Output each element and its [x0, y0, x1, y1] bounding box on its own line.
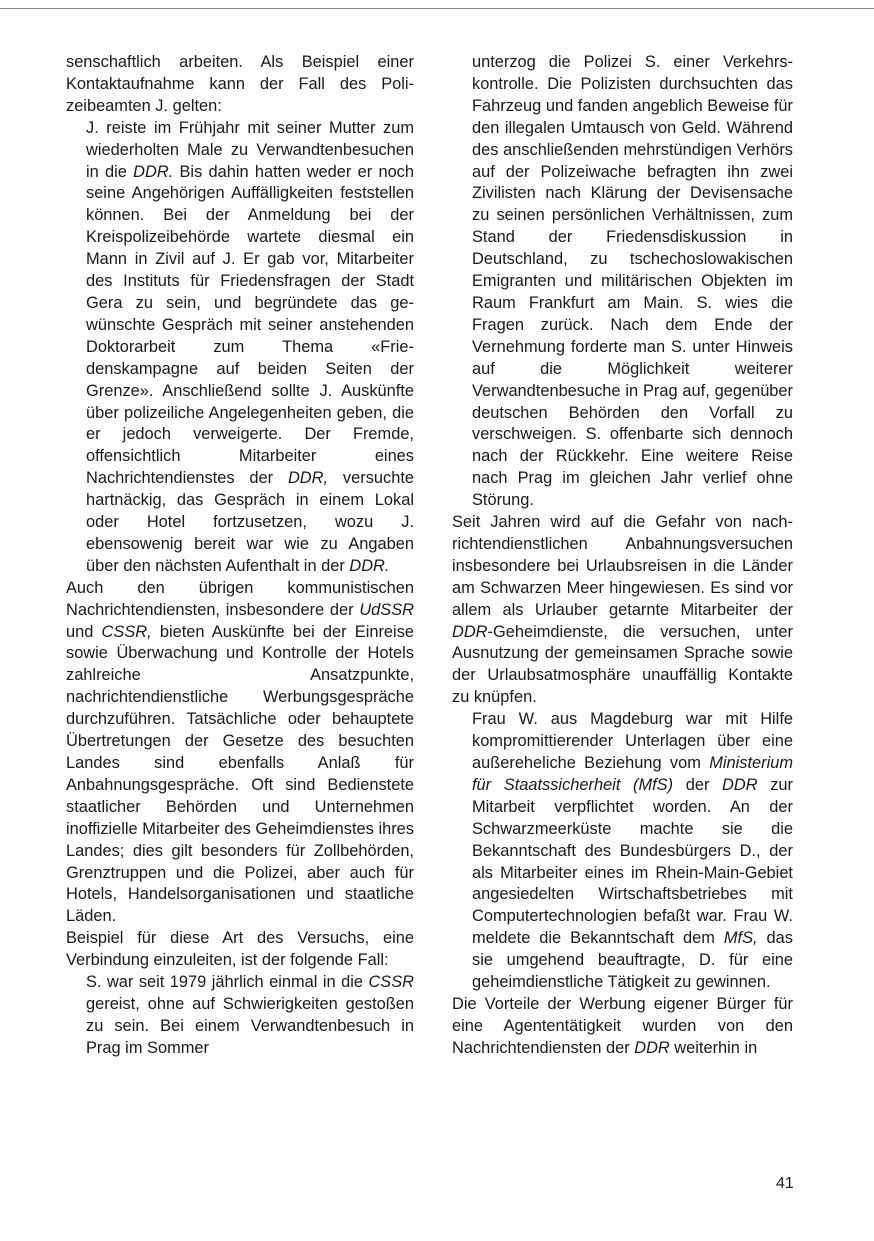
- right-column: [452, 52, 793, 1060]
- body-paragraph: Beispiel für diese Art des Versuchs, eine Verbindung einzuleiten, ist der folgende Fall:: [66, 929, 414, 970]
- page-number: 41: [776, 1175, 794, 1192]
- left-column: [66, 52, 414, 1060]
- body-paragraph: Die Vorteile der Werbung eigener Bürger für eine Agententätigkeit wurden von den Nachrichtendiensten der DDR weiterhin in: [452, 994, 793, 1057]
- top-rule: [0, 8, 874, 9]
- example-paragraph: Frau W. aus Magdeburg war mit Hilfe kompromittierender Unterlagen über eine außereheliche Beziehung vom Ministerium für Staatssicherheit (MfS) der DDR zur Mitarbeit verpflichtet worden. An der Schwarzmeerküste machte sie die Bekanntschaft des Bundesbürgers D., der als Mitarbeiter eines im Rhein-Main-Gebiet angesiedelten Wirtschaftsbetriebes mit Computertechnologien befaßt war. Frau W. meldete die Bekanntschaft dem MfS, das sie umgehend beauftragte, D. für eine geheimdienstliche Tätigkeit zu gewinnen.: [472, 710, 793, 992]
- body-paragraph: Seit Jahren wird auf die Gefahr von nachrichtendienstlichen Anbahnungsversuchen insbesondere bei Urlaubsreisen in die Länder am Schwarzen Meer hingewiesen. Es sind vor allem als Urlauber getarnte Mitarbeiter der DDR-Geheimdienste, die versuchen, unter Ausnutzung der gemeinsamen Sprache sowie der Urlaubsatmosphäre unauffällig Kontakte zu knüpfen.: [452, 513, 793, 707]
- example-paragraph: S. war seit 1979 jährlich einmal in die CSSR gereist, ohne auf Schwierigkeiten gestoßen zu sein. Bei einem Verwandtenbesuch in Prag im Sommer: [86, 973, 414, 1057]
- body-paragraph: senschaftlich arbeiten. Als Beispiel einer Kontaktaufnahme kann der Fall des Polizeibeamten J. gelten:: [66, 53, 414, 115]
- body-paragraph: Auch den übrigen kommunistischen Nachrichtendiensten, insbesondere der UdSSR und CSSR, bieten Auskünfte bei der Einreise sowie Überwachung und Kontrolle der Hotels zahlreiche Ansatzpunkte, nachrichtendienstliche Werbungsgespräche durchzuführen. Tatsächliche oder behauptete Übertretungen der Gesetze des besuchten Landes sind ebenfalls Anlaß für Anbahnungsgespräche. Oft sind Bedienstete staatlicher Behörden und Unternehmen inoffizielle Mitarbeiter des Geheimdienstes ihres Landes; dies gilt besonders für Zollbehörden, Grenztruppen und die Polizei, aber auch für Hotels, Handelsorganisationen und staatliche Läden.: [66, 578, 414, 926]
- example-paragraph: J. reiste im Frühjahr mit seiner Mutter zum wiederholten Male zu Verwandtenbesuchen in die DDR. Bis dahin hatten weder er noch seine Angehörigen Auffälligkeiten feststellen können. Bei der Anmeldung bei der Kreispolizeibehörde wartete diesmal ein Mann in Zivil auf J. Er gab vor, Mitarbeiter des Instituts für Friedensfragen der Stadt Gera zu sein, und begründete das gewünschte Gespräch mit seiner anstehenden Doktorarbeit zum Thema «Friedenskampagne auf beiden Seiten der Grenze». Anschließend sollte J. Auskünfte über polizeiliche Angelegenheiten geben, die er jedoch verweigerte. Der Fremde, offensichtlich Mitarbeiter eines Nachrichtendienstes der DDR, versuchte hartnäckig, das Gespräch in einem Lokal oder Hotel fortzusetzen, wozu J. ebensowenig bereit war wie zu Angaben über den nächsten Aufenthalt in der DDR.: [86, 118, 414, 575]
- example-paragraph: unterzog die Polizei S. einer Verkehrskontrolle. Die Polizisten durchsuchten das Fahrzeug und fanden angeblich Beweise für den illegalen Umtausch von Geld. Während des anschließenden mehrstündigen Verhörs auf der Polizeiwache befragten ihn zwei Zivilisten nach Klärung der Devisensache zu seinen persönlichen Verhältnissen, zum Stand der Friedensdiskussion in Deutschland, zu tschechoslowakischen Emigranten und militärischen Objekten im Raum Frankfurt am Main. S. wies die Fragen zurück. Nach dem Ende der Vernehmung forderte man S. unter Hinweis auf die Möglichkeit weiterer Verwandtenbesuche in Prag auf, gegenüber deutschen Behörden den Vorfall zu verschweigen. S. offenbarte sich dennoch nach der Rückkehr. Eine weitere Reise nach Prag im gleichen Jahr verlief ohne Störung.: [472, 53, 793, 510]
